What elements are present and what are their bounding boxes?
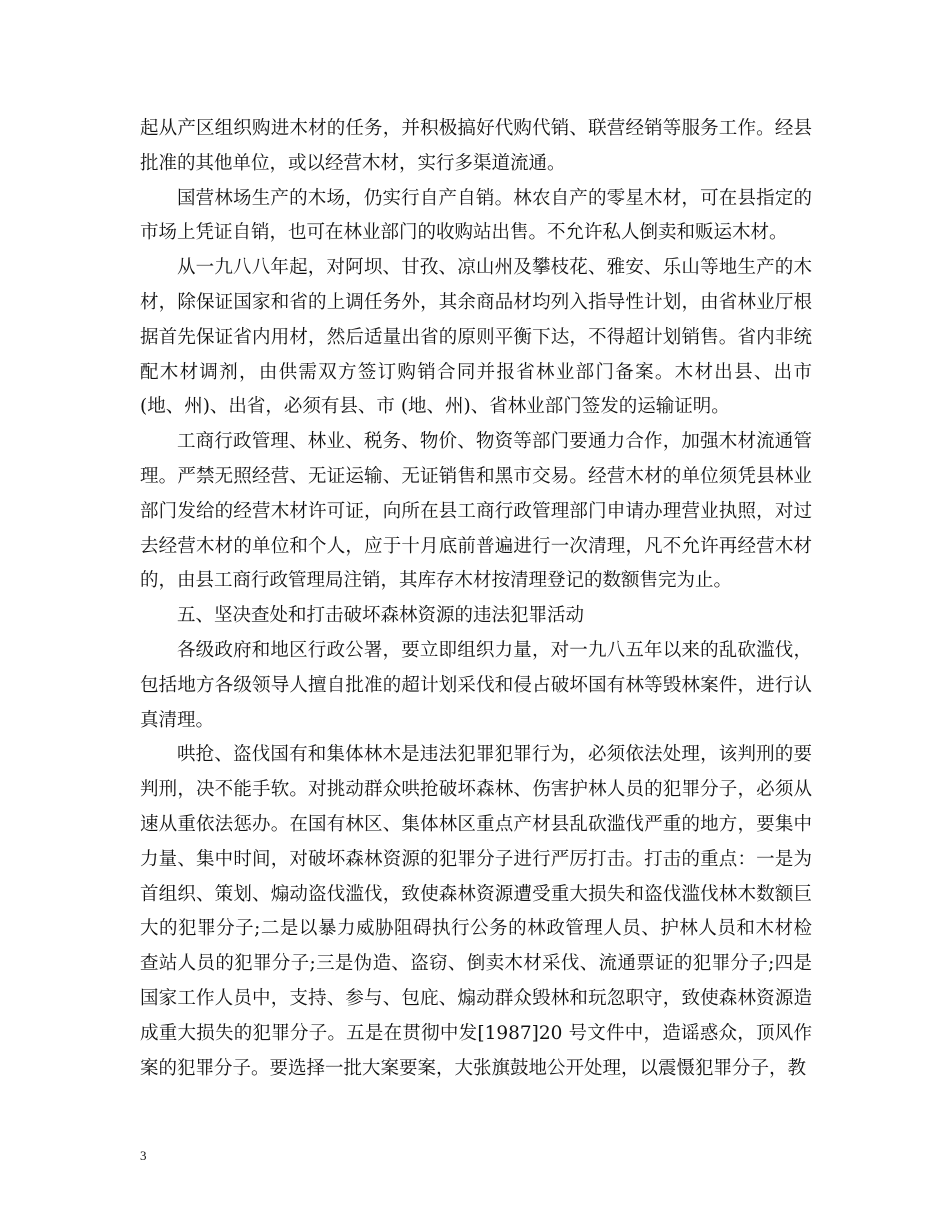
- paragraph: 工商行政管理、林业、税务、物价、物资等部门要通力合作，加强木材流通管理。严禁无照经营、无证运输、无证销售和黑市交易。经营木材的单位须凭县林业部门发给的经营木材许可证，向所在县工商行政管理部门申请办理营业执照，对过去经营木材的单位和个人，应于十月底前普遍进行一次清理，凡不允许再经营木材的，由县工商行政管理局注销，其库存木材按清理登记的数额售完为止。: [140, 431, 812, 592]
- paragraph: 各级政府和地区行政公署，要立即组织力量，对一九八五年以来的乱砍滥伐，包括地方各级领导人擅自批准的超计划采伐和侵占破坏国有林等毁林案件，进行认真清理。: [140, 639, 812, 731]
- paragraph-continued: 起从产区组织购进木材的任务，并积极搞好代购代销、联营经销等服务工作。经县批准的其他单位，或以经营木材，实行多渠道流通。: [140, 118, 812, 174]
- paragraph: 国营林场生产的木场，仍实行自产自销。林农自产的零星木材，可在县指定的市场上凭证自销，也可在林业部门的收购站出售。不允许私人倒卖和贩运木材。: [140, 187, 812, 244]
- paragraph: 哄抢、盗伐国有和集体林木是违法犯罪犯罪行为，必须依法处理，该判刑的要判刑，决不能手软。对挑动群众哄抢破坏森林、伤害护林人员的犯罪分子，必须从速从重依法惩办。在国有林区、集体林区重点产材县乱砍滥伐严重的地方，要集中力量、集中时间，对破坏森林资源的犯罪分子进行严厉打击。打击的重点：一是为首组织、策划、煽动盗伐滥伐，致使森林资源遭受重大损失和盗伐滥伐林木数额巨大的犯罪分子;二是以暴力威胁阻碍执行公务的林政管理人员、护林人员和木材检查站人员的犯罪分子;三是伪造、盗窃、倒卖木材采伐、流通票证的犯罪分子;四是国家工作人员中，支持、参与、包庇、煽动群众毁林和玩忽职守，致使森林资源造成重大损失的犯罪分子。五是在贯彻中发[1987]20 号文件中，造谣惑众，顶风作案的犯罪分子。要选择一批大案要案，大张旗鼓地公开处理，以震慑犯罪分子，教: [140, 744, 812, 1079]
- section-heading: 五、坚决查处和打击破坏森林资源的违法犯罪活动: [177, 605, 585, 627]
- page-number: 3: [140, 1148, 147, 1163]
- page-body: [140, 112, 812, 1086]
- paragraph: 从一九八八年起，对阿坝、甘孜、凉山州及攀枝花、雅安、乐山等地生产的木材，除保证国家和省的上调任务外，其余商品材均列入指导性计划，由省林业厅根据首先保证省内用材，然后适量出省的原则平衡下达，不得超计划销售。省内非统配木材调剂，由供需双方签订购销合同并报省林业部门备案。木材出县、出市 (地、州)、出省，必须有县、市 (地、州)、省林业部门签发的运输证明。: [140, 257, 812, 418]
